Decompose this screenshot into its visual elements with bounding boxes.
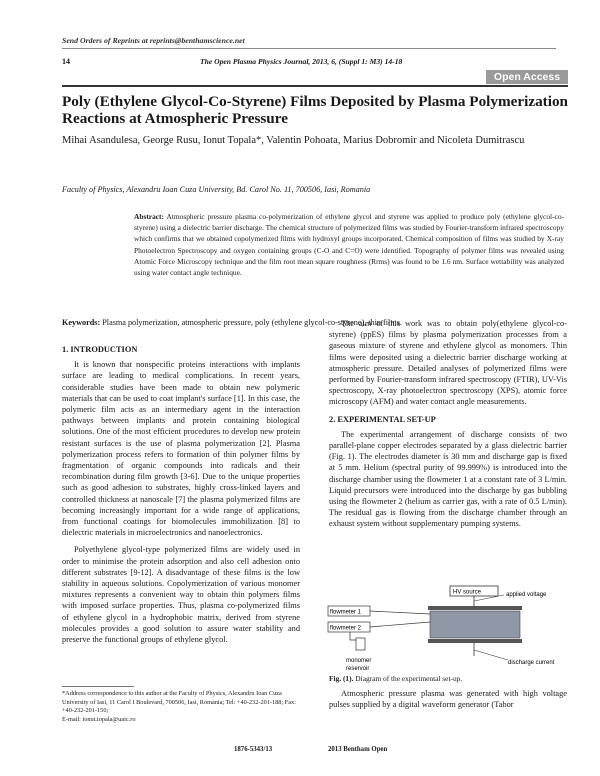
intro-paragraph-2: Polyethylene glycol-type polymerized films are widely used in order to minimise the protein adsorption and also cell adhesion onto different substrates [9-12]. A disadvantage of these films is the low stability in aqueous solutions. Copolymerization of various monomer mixtures represents a convenient way to obtain thin polymers films with imposed surface properties. Thus, plasma co-polymerized films of ethylene glycol in a hydrophobic matrix, derived from styrene molecules provides a good solution to assure water stability and preserve the functional groups of ethylene glycol.	[62, 545, 300, 645]
discharge-current-leader	[474, 650, 508, 660]
abstract-text: Atmospheric pressure plasma co-polymerization of ethylene glycol and styrene was applied to produce poly (ethylene glycol-co-styrene) using a dielectric barrier discharge. The chemical structure of polymerized films was studied by Fourier-transform infrared spectroscopy which confirms that we obtained copolymerized films with hydroxyl groups incorporated. Chemical composition of films was studied by X-ray Photoelectron Spectroscopy and oxygen containing groups (C-O and C=O) were identified. Topography of polymer films was revealed using Atomic Force Microscopy technique and the film root mean square roughness (Rrms) was found to be 1.6 nm. Surface wettability was analyzed using water contact angle technique.	[134, 212, 564, 278]
setup-diagram	[322, 584, 568, 674]
footnote-address: *Address correspondence to this author at the Faculty of Physics, Alexandru Ioan Cuza University of Iasi, 11 Carol I Boulevard, 700506, Iasi, Romania; Tel: +40-232-201-188; Fax: +40-232-201-150;	[62, 690, 296, 714]
setup-paragraph-1: The experimental arrangement of discharge consists of two parallel-plane copper electrodes separated by a glass dielectric barrier (Fig. 1). The electrodes diameter is 30 mm and discharge gap is fixed at 5 mm. Helium (spectral purity of 99.999%) is introduced into the discharge chamber using the flowmeter 1 at a constant rate of 3 L/min. Liquid precursors were introduced into the discharge by gas bubbling using the flowmeter 2 (helium as carrier gas, with a rate of 0.5 L/min). The residual gas is flowing from the discharge chamber through an exhaust system without supplementary pumping systems.	[329, 429, 567, 529]
continued-paragraph	[329, 688, 567, 716]
issn: 1876-5343/13	[234, 746, 273, 753]
figure-caption-text: Diagram of the experimental set-up.	[355, 674, 463, 683]
abstract	[134, 211, 564, 278]
affiliation: Faculty of Physics, Alexandru Ioan Cuza University, Bd. Carol No. 11, 700506, Iasi, Romania	[62, 185, 371, 194]
figure-caption	[329, 674, 567, 683]
keywords-label: Keywords:	[62, 318, 101, 327]
header-rule	[62, 48, 556, 49]
gas-line-1	[370, 611, 430, 614]
correspondence-footnote	[62, 690, 304, 724]
aim-paragraph: The aim of this work was to obtain poly(ethylene glycol-co-styrene) (ppES) films by plasma polymerization processes from a gaseous mixture of styrene and ethylene glycol as monomers. Thin films were deposited using a dielectric barrier discharge working at atmospheric pressure. Detailed analyses of polymerized films were performed by Fourier-transform infrared spectroscopy (FTIR), UV-Vis spectroscopy, X-ray photoelectron spectroscopy (XPS), atomic force microscopy (AFM) and water contact angle measurements.	[329, 319, 567, 407]
lower-electrode	[428, 639, 522, 643]
figure-caption-label: Fig. (1).	[329, 674, 354, 683]
intro-paragraph-1: It is known that nonspecific proteins interactions with implants surface are leading to medical complications. In recent years, considerable studies have been made to obtain new polymeric materials that can be used to coat implant's surface [1]. In this case, the polymeric film acts as an intermediary agent in the interaction pathways between implants and protein containing biological solutions. One of the most efficient procedures to develop new protein resistant surfaces is the use of plasma polymerization [2]. Plasma polymerization process refers to formation of thin polymer films by fragmentation of organic compounds into radicals and their recombination during film growth [3-6]. Due to the unique properties such as good adhesion to substrates, highly cross-linked layers and controlled thickness at nanoscale [7] the plasma polymerized films are becoming increasingly important for a wide range of applications, from functional coatings for biomolecules immobilization [8] to dielectric materials in microelectronics and nanoelectronics.	[62, 360, 300, 538]
monomer-reservoir	[356, 638, 365, 650]
footnote-email: E-mail: ionut.topala@uaic.ro	[62, 715, 136, 723]
right-column	[329, 318, 567, 536]
open-access-badge: Open Access	[486, 70, 568, 84]
setup-paragraph-2: Atmospheric pressure plasma was generated with high voltage pulses supplied by a digital waveform generator (Tabor	[329, 689, 567, 710]
page-number: 14	[62, 57, 70, 66]
hv-source-label: HV source	[453, 589, 482, 596]
section-heading-experimental: 2. EXPERIMENTAL SET-UP	[329, 414, 436, 424]
footnote-rule	[62, 686, 134, 687]
gas-line-2	[370, 622, 430, 627]
abstract-label: Abstract:	[134, 212, 164, 221]
article-title: Poly (Ethylene Glycol-Co-Styrene) Films Deposited by Plasma Polymerization Reactions at Atmospheric Pressure	[62, 93, 568, 127]
applied-voltage-label: applied voltage	[506, 592, 547, 598]
author-list: Mihai Asandulesa, George Rusu, Ionut Topala*, Valentin Pohoata, Marius Dobromir and Nicoleta Dumitrascu	[62, 135, 525, 146]
section-heading-introduction: 1. INTRODUCTION	[62, 345, 138, 354]
flowmeter-1-label: flowmeter 1	[330, 609, 362, 616]
upper-electrode	[428, 606, 522, 610]
reprints-notice: Send Orders of Reprints at reprints@benthamscience.net	[62, 36, 245, 45]
flowmeter-2-label: flowmeter 2	[330, 625, 362, 632]
discharge-current-label: discharge current	[508, 660, 555, 666]
left-column	[62, 344, 300, 651]
title-rule	[62, 85, 568, 87]
copyright: 2013 Bentham Open	[328, 746, 388, 753]
reservoir-label: reservoir	[346, 666, 370, 672]
monomer-label: monomer	[346, 658, 372, 664]
dielectric-barrier	[430, 611, 520, 638]
journal-citation: The Open Plasma Physics Journal, 2013, 6, (Suppl 1: M3) 14-18	[200, 57, 403, 66]
keywords-text: Plasma polymerization, atmospheric pressure, poly (ethylene glycol-co-styrene), thin films.	[102, 318, 402, 327]
